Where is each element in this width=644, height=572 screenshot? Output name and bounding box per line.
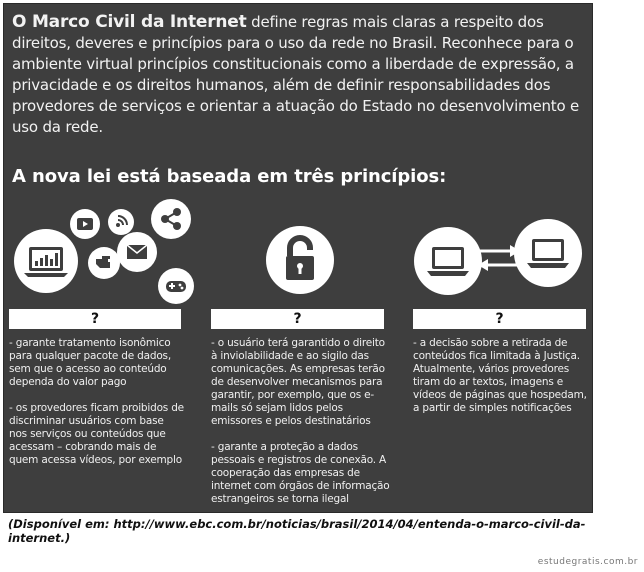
watermark: estudegratis.com.br xyxy=(537,557,638,567)
hand-pointer-icon xyxy=(88,247,120,279)
share-icon xyxy=(151,199,191,239)
principle-text-3 xyxy=(413,337,591,428)
principle-text-2 xyxy=(211,337,391,519)
principle-1-item: - os provedores ficam proibidos de discriminar usuários com base nos serviços ou conteúdos que acessam – cobrando mais de quem acessa vídeos, por exemplo xyxy=(9,402,184,466)
padlock-open-icon xyxy=(266,226,334,294)
laptop-icon xyxy=(414,227,482,295)
laptop-chart-icon xyxy=(14,229,78,293)
principle-box-1: ? xyxy=(9,309,181,329)
source-citation: (Disponível em: http://www.ebc.com.br/noticias/brasil/2014/04/entenda-o-marco-civil-da-internet.) xyxy=(8,517,586,545)
principle-3-item: - a decisão sobre a retirada de conteúdos fica limitada à Justiça. Atualmente, vários provedores tiram do ar textos, imagens e vídeos de páginas que hospedam, a partir de simples notificações xyxy=(413,337,587,414)
principle-box-3: ? xyxy=(413,309,586,329)
principle-2-item: - garante a proteção a dados pessoais e registros de conexão. A cooperação das empresas de internet com órgãos de informação estrangeiros se torna ilegal xyxy=(211,441,390,505)
intro-text: define regras mais claras a respeito dos direitos, deveres e princípios para o uso da rede no Brasil. Reconhece para o ambiente virtual princípios constitucionais como a liberdade de expressão, a privacidade e os direitos humanos, além de definir responsabilidades dos provedores de serviços e orientar a atuação do Estado no desenvolvimento e uso da rede. xyxy=(12,13,580,136)
mail-icon xyxy=(117,232,157,272)
principle-1-item: - garante tratamento isonômico para qualquer pacote de dados, sem que o acesso ao conteúdo dependa do valor pago xyxy=(9,337,171,388)
principles-heading: A nova lei está baseada em três princípios: xyxy=(12,166,447,187)
gamepad-icon xyxy=(158,268,194,304)
principle-text-1 xyxy=(9,337,184,480)
infographic-panel xyxy=(3,3,593,513)
principle-box-2: ? xyxy=(211,309,384,329)
principle-2-item: - o usuário terá garantido o direito à inviolabilidade e ao sigilo das comunicações. As empresas terão de desenvolver mecanismos para garantir, por exemplo, que os e-mails só sejam lidos pelos emissores e pelos destinatários xyxy=(211,337,385,427)
intro-paragraph xyxy=(12,12,587,138)
intro-bold-title: O Marco Civil da Internet xyxy=(12,12,247,32)
play-icon xyxy=(70,209,100,239)
laptop-icon xyxy=(514,219,582,287)
